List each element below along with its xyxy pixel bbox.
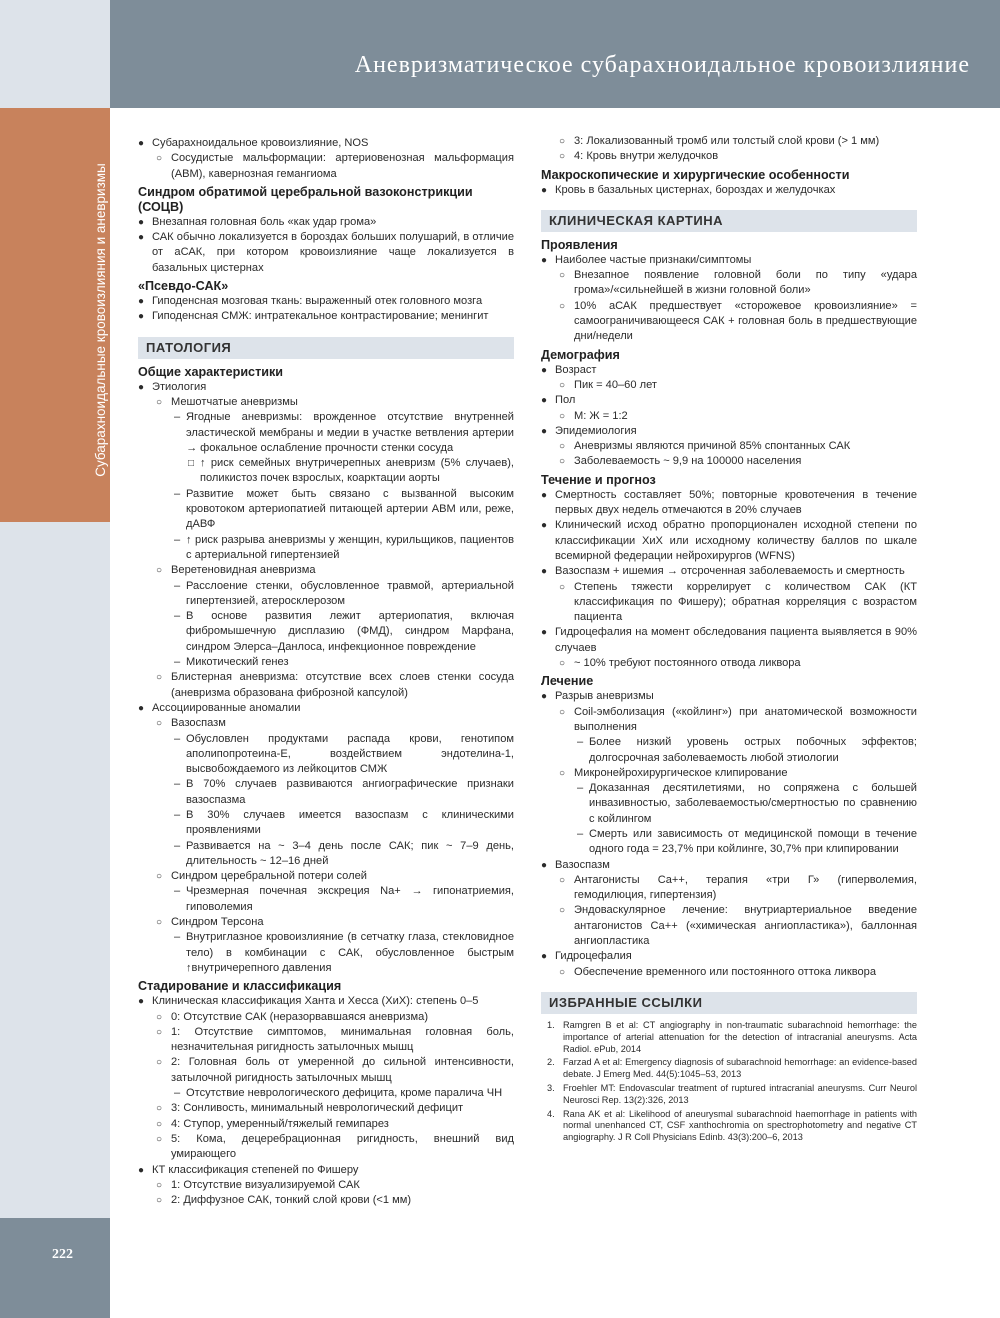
page-number: 222: [52, 1247, 73, 1262]
filled-circle-bullet-icon: ●: [541, 691, 548, 703]
list-item-text: Клиническая классификация Ханта и Хесса (ХиХ): степень 0–5: [152, 995, 479, 1008]
list-item-text: Эпидемиология: [555, 424, 637, 437]
list-item-text: Этиология: [152, 380, 207, 393]
list-item: [541, 564, 917, 579]
reference-item: [541, 1083, 917, 1107]
reference-number: 2.: [547, 1057, 555, 1068]
reference-number: 3.: [547, 1082, 555, 1093]
list-item-text: Внезапная головная боль «как удар грома»: [152, 215, 377, 228]
list-item-text: Антагонисты Ca++, терапия «три Г» (гиперволемия, гемодилюция, гипертензия): [574, 873, 917, 902]
list-item-text: Мешотчатые аневризмы: [171, 395, 298, 408]
list-item: [541, 488, 917, 519]
list-item: [541, 903, 917, 949]
filled-circle-bullet-icon: ●: [138, 138, 145, 149]
list-item-text: Кровь в базальных цистернах, бороздах и желудочках: [555, 183, 836, 196]
hollow-circle-bullet-icon: ○: [156, 1118, 163, 1130]
list-item: [138, 395, 514, 410]
references-list: [541, 1020, 917, 1144]
section-heading: ПАТОЛОГИЯ: [138, 337, 514, 359]
list-item-text: 1: Отсутствие визуализируемой САК: [171, 1178, 360, 1191]
hollow-circle-bullet-icon: ○: [156, 718, 163, 730]
hollow-circle-bullet-icon: ○: [559, 456, 566, 468]
hollow-circle-bullet-icon: ○: [156, 1026, 163, 1038]
list-item-text: Разрыв аневризмы: [555, 690, 654, 703]
reference-item: [541, 1020, 917, 1055]
dash-bullet-icon: –: [174, 1087, 181, 1100]
list-item: [541, 268, 917, 299]
reference-text: Ramgren B et al: CT angiography in non-traumatic subarachnoid hemorrhage: the importance of arterial attenuation for the detection of intracranial aneurysms. Acta Radiol. ePub, 2014: [563, 1019, 917, 1054]
list-item: [138, 1163, 514, 1178]
list-item: [138, 994, 514, 1009]
dash-bullet-icon: –: [174, 885, 181, 898]
list-item-text: Блистерная аневризма: отсутствие всех слоев стенки сосуда (аневризма образована фиброзной капсулой): [171, 671, 514, 699]
list-item-text: Гидроцефалия на момент обследования пациента выявляется в 90% случаев: [555, 626, 917, 654]
section-subheading: Проявления: [541, 237, 618, 252]
reference-text: Farzad A et al: Emergency diagnosis of subarachnoid hemorrhage: an evidence-based debate. J Emerg Med. 44(5):1045–53, 2013: [563, 1057, 917, 1080]
list-item: [138, 1193, 514, 1208]
list-item: [138, 1010, 514, 1025]
list-item-text: Пол: [555, 394, 576, 407]
list-item: [541, 735, 917, 766]
list-item-text: Аневризмы являются причиной 85% спонтанных САК: [574, 440, 851, 453]
list-item-text: Вазоспазм: [171, 717, 226, 730]
list-item: [541, 378, 917, 393]
dash-bullet-icon: –: [174, 411, 181, 424]
list-item: [541, 454, 917, 469]
list-item-text: Более низкий уровень острых побочных эффектов; долгосрочная заболеваемость любой этиологии: [589, 736, 917, 764]
list-item: [138, 655, 514, 670]
reference-text: Froehler MT: Endovascular treatment of ruptured intracranial aneurysms. Curr Neurol Neurosci Rep. 13(2):326, 2013: [563, 1082, 917, 1105]
list-item-text: Ягодные аневризмы: врожденное отсутствие внутренней эластической мембраны и медии в участке ветвления артерии → фокальное ослабление прочности стенки сосуда: [186, 411, 514, 454]
chapter-label: Субарахноидальные кровоизлияния и аневризмы: [93, 163, 108, 477]
right-column: [541, 134, 917, 1146]
list-item-text: Веретеновидная аневризма: [171, 564, 316, 577]
filled-circle-bullet-icon: ●: [541, 520, 548, 532]
hollow-circle-bullet-icon: ○: [156, 1133, 163, 1145]
hollow-circle-bullet-icon: ○: [559, 136, 566, 147]
filled-circle-bullet-icon: ●: [541, 364, 548, 376]
list-item-text: В 30% случаев имеется вазоспазм с клиническими проявлениями: [186, 808, 514, 837]
hollow-circle-bullet-icon: ○: [559, 905, 566, 917]
list-item-text: 1: Отсутствие симптомов, минимальная головная боль, незначительная ригидность затылочных мышц: [171, 1025, 514, 1054]
filled-circle-bullet-icon: ●: [541, 859, 548, 871]
list-item: [138, 1086, 514, 1101]
list-item: [541, 183, 917, 198]
list-item-text: Чрезмерная почечная экскреция Na+ → гипонатриемия, гиповолемия: [186, 885, 514, 913]
dash-bullet-icon: –: [577, 827, 584, 840]
list-item: [138, 1055, 514, 1086]
hollow-circle-bullet-icon: ○: [156, 153, 163, 165]
list-item: [138, 915, 514, 930]
list-item-text: 0: Отсутствие САК (неразорвавшаяся аневризма): [171, 1010, 429, 1023]
list-item-text: Обеспечение временного или постоянного оттока ликвора: [574, 965, 876, 978]
filled-circle-bullet-icon: ●: [541, 566, 548, 578]
hollow-circle-bullet-icon: ○: [559, 270, 566, 282]
list-item-text: Наиболее частые признаки/симптомы: [555, 253, 752, 266]
list-item: [541, 439, 917, 454]
list-item: [541, 705, 917, 736]
filled-circle-bullet-icon: ●: [138, 216, 145, 228]
list-item-text: Пик = 40–60 лет: [574, 378, 657, 391]
reference-text: Rana AK et al: Likelihood of aneurysmal subarachnoid haemorrhage in patients with normal unenhanced CT, CSF xanthochromia on spectrophotometry and negative CT angiography. J R Coll Physicians Edinb. 43(3):200–6, 2013: [563, 1108, 917, 1143]
list-item-text: Гиподенсная СМЖ: интратекальное контрастирование; менингит: [152, 310, 489, 323]
hollow-circle-bullet-icon: ○: [559, 441, 566, 453]
list-item-text: Расслоение стенки, обусловленное травмой, артериальной гипертензией, атеросклерозом: [186, 579, 514, 607]
list-item: [541, 299, 917, 345]
list-item: [541, 134, 917, 149]
list-item-text: 4: Ступор, умеренный/тяжелый гемипарез: [171, 1117, 389, 1130]
list-item: [541, 625, 917, 656]
dash-bullet-icon: –: [174, 579, 181, 592]
list-item-text: М: Ж = 1:2: [574, 409, 628, 422]
list-item-text: 5: Кома, децеребрационная ригидность, внешний вид умирающего: [171, 1132, 514, 1161]
hollow-circle-bullet-icon: ○: [156, 396, 163, 408]
hollow-circle-bullet-icon: ○: [559, 379, 566, 391]
list-item: [138, 609, 514, 655]
section-heading: КЛИНИЧЕСКАЯ КАРТИНА: [541, 210, 917, 232]
list-item-text: Coil-эмболизация («койлинг») при анатомической возможности выполнения: [574, 705, 917, 733]
hollow-circle-bullet-icon: ○: [559, 706, 566, 718]
list-item-text: 2: Головная боль от умеренной до сильной интенсивности, затылочной ригидность затылочных мышц: [171, 1056, 514, 1084]
list-item-text: Вазоспазм + ишемия → отсроченная заболеваемость и смертность: [555, 565, 905, 578]
list-item-text: Смертность составляет 50%; повторные кровотечения в течение первых двух недель отмечаются в 20% случаев: [555, 488, 917, 517]
reference-item: [541, 1109, 917, 1144]
list-item-text: Клинический исход обратно пропорционален исходной степени по классификации ХиХ или исходному количеству баллов по шкале всемирной федерации нейрохирургов (WFNS): [555, 519, 917, 562]
hollow-circle-bullet-icon: ○: [156, 1011, 163, 1023]
list-item: [541, 965, 917, 980]
list-item: [138, 701, 514, 716]
page-number-box: [0, 1218, 110, 1318]
list-item-text: ~ 10% требуют постоянного отвода ликвора: [574, 657, 801, 670]
hollow-circle-bullet-icon: ○: [559, 410, 566, 422]
hollow-circle-bullet-icon: ○: [156, 871, 163, 883]
list-item: [138, 563, 514, 578]
reference-number: 4.: [547, 1108, 555, 1119]
list-item-text: Вазоспазм: [555, 858, 610, 871]
list-item-text: 3: Сонливость, минимальный неврологический дефицит: [171, 1102, 464, 1115]
list-item: [138, 151, 514, 182]
list-item-text: Синдром церебральной потери солей: [171, 870, 367, 883]
list-item-text: Внезапное появление головной боли по типу «удара грома»/«сильнейшей в жизни головной боли»: [574, 269, 917, 297]
list-item: [138, 670, 514, 701]
dash-bullet-icon: –: [174, 487, 181, 500]
hollow-circle-bullet-icon: ○: [559, 300, 566, 312]
list-item-text: Заболеваемость ~ 9,9 на 100000 населения: [574, 455, 802, 468]
filled-circle-bullet-icon: ●: [541, 627, 548, 639]
list-item-text: Степень тяжести коррелирует с количеством САК (КТ классификация по Фишеру); обратная корреляция с возрастом пациента: [574, 580, 917, 624]
list-item-text: Ассоциированные аномалии: [152, 701, 301, 714]
list-item-text: Синдром Терсона: [171, 916, 264, 929]
section-subheading: Течение и прогноз: [541, 472, 656, 487]
hollow-circle-bullet-icon: ○: [559, 874, 566, 886]
dash-bullet-icon: –: [174, 778, 181, 791]
list-item: [138, 808, 514, 839]
list-item: [541, 424, 917, 439]
list-item: [541, 518, 917, 564]
filled-circle-bullet-icon: ●: [541, 395, 548, 407]
list-item: [138, 487, 514, 533]
section-subheading: Синдром обратимой церебральной вазоконстрикции (СОЦВ): [138, 184, 473, 214]
hollow-circle-bullet-icon: ○: [156, 1103, 163, 1115]
list-item: [138, 230, 514, 276]
filled-circle-bullet-icon: ●: [541, 425, 548, 437]
list-item: [541, 827, 917, 858]
hollow-circle-bullet-icon: ○: [156, 917, 163, 929]
left-column: [138, 136, 514, 1208]
list-item-text: В 70% случаев развиваются ангиографические признаки вазоспазма: [186, 778, 514, 806]
list-item: [541, 656, 917, 671]
list-item-text: 3: Локализованный тромб или толстый слой крови (> 1 мм): [574, 135, 880, 147]
reference-item: [541, 1057, 917, 1081]
list-item: [138, 839, 514, 870]
section-subheading: Макроскопические и хирургические особенности: [541, 167, 850, 182]
filled-circle-bullet-icon: ●: [138, 311, 145, 323]
list-item: [138, 294, 514, 309]
hollow-circle-bullet-icon: ○: [559, 966, 566, 978]
list-item-text: ↑ риск разрыва аневризмы у женщин, курильщиков, пациентов с артериальной гипертензией: [186, 533, 514, 561]
list-item-text: Возраст: [555, 363, 597, 376]
dash-bullet-icon: –: [577, 736, 584, 749]
list-item-text: Развитие может быть связано с вызванной высоким кровотоком артериопатией питающей артерии АВМ или, реже, дАВФ: [186, 487, 514, 531]
hollow-circle-bullet-icon: ○: [156, 1179, 163, 1191]
list-item: [541, 580, 917, 626]
reference-number: 1.: [547, 1019, 555, 1030]
filled-circle-bullet-icon: ●: [541, 489, 548, 501]
list-item: [138, 716, 514, 731]
list-item-text: Эндоваскулярное лечение: внутриартериальное введение антагонистов Ca++ («химическая ангиопластика»), баллонная ангиопластика: [574, 904, 917, 948]
list-item: [541, 781, 917, 827]
page-title: Аневризматическое субарахноидальное кровоизлияние: [354, 52, 970, 78]
section-subheading: Демография: [541, 347, 620, 362]
list-item: [541, 363, 917, 378]
section-subheading: Лечение: [541, 674, 594, 689]
filled-circle-bullet-icon: ●: [138, 232, 145, 244]
list-item-text: САК обычно локализуется в бороздах больших полушарий, в отличие от аСАК, при котором кровоизлияние чаще локализуется в базальных цистернах: [152, 231, 514, 274]
list-item: [138, 309, 514, 324]
list-item: [138, 777, 514, 808]
list-item: [541, 149, 917, 164]
filled-circle-bullet-icon: ●: [541, 184, 548, 196]
dash-bullet-icon: –: [174, 732, 181, 745]
dash-bullet-icon: –: [174, 656, 181, 669]
hollow-circle-bullet-icon: ○: [559, 581, 566, 593]
section-subheading: Общие характеристики: [138, 364, 284, 379]
filled-circle-bullet-icon: ●: [138, 381, 145, 393]
square-bullet-icon: □: [188, 458, 195, 470]
list-item-text: Сосудистые мальформации: артериовенозная мальформация (АВМ), кавернозная гемангиома: [171, 152, 514, 180]
list-item-text: Отсутствие неврологического дефицита, кроме паралича ЧН: [186, 1087, 503, 1100]
list-item-text: 2: Диффузное САК, тонкий слой крови (<1 мм): [171, 1194, 412, 1207]
list-item-text: В основе развития лежит артериопатия, включая фибромышечную дисплазию (ФМД), синдром Марфана, синдром Элерса–Данлоса, инфекционное повреждение: [186, 610, 514, 653]
section-subheading: «Псевдо-САК»: [138, 279, 229, 294]
hollow-circle-bullet-icon: ○: [156, 565, 163, 577]
list-item-text: Обусловлен продуктами распада крови, генотипом аполипопротеина-Е, воздействием эндотелина-1, высвобождаемого из лейкоцитов СМЖ: [186, 732, 514, 776]
dash-bullet-icon: –: [174, 808, 181, 821]
list-item-text: Микотический генез: [186, 656, 289, 669]
list-item-text: 10% аСАК предшествует «сторожевое кровоизлияние» = самоограничивающееся САК + головная боль в предшествующие дни/недели: [574, 299, 917, 343]
dash-bullet-icon: –: [577, 782, 584, 795]
list-item: [138, 533, 514, 564]
list-item: [138, 1117, 514, 1132]
list-item: [541, 766, 917, 781]
filled-circle-bullet-icon: ●: [541, 254, 548, 266]
list-item: [138, 136, 514, 151]
hollow-circle-bullet-icon: ○: [559, 151, 566, 163]
dash-bullet-icon: –: [174, 533, 181, 546]
list-item: [138, 732, 514, 778]
filled-circle-bullet-icon: ●: [541, 951, 548, 963]
list-item: [138, 380, 514, 395]
list-item: [138, 1025, 514, 1056]
list-item-text: ↑ риск семейных внутричерепных аневризм (5% случаев), поликистоз почек взрослых, коарктации аорты: [200, 457, 514, 485]
list-item-text: Микронейрохирургическое клипирование: [574, 766, 788, 779]
list-item-text: Внутриглазное кровоизлияние (в сетчатку глаза, стекловидное тело) в комбинации с САК, обусловленное быстрым ↑внутричерепного давления: [186, 931, 514, 974]
list-item: [541, 689, 917, 704]
list-item-text: Развивается на ~ 3–4 день после САК; пик ~ 7–9 день, длительность ~ 12–16 дней: [186, 839, 514, 867]
list-item: [138, 456, 514, 487]
filled-circle-bullet-icon: ●: [138, 296, 145, 308]
list-item-text: КТ классификация степеней по Фишеру: [152, 1163, 359, 1176]
list-item-text: Доказанная десятилетиями, но сопряжена с большей инвазивностью, заболеваемостью/смертностью по сравнению с койлингом: [589, 782, 917, 825]
list-item: [138, 215, 514, 230]
list-item: [541, 393, 917, 408]
list-item: [541, 873, 917, 904]
dash-bullet-icon: –: [174, 931, 181, 944]
list-item: [541, 409, 917, 424]
filled-circle-bullet-icon: ●: [138, 1164, 145, 1176]
list-item-text: Смерть или зависимость от медицинской помощи в течение одного года = 23,7% при койлинге, 30,7% при клипировании: [589, 827, 917, 856]
list-item: [138, 884, 514, 915]
list-item: [138, 1101, 514, 1116]
list-item-text: Гиподенсная мозговая ткань: выраженный отек головного мозга: [152, 295, 483, 308]
dash-bullet-icon: –: [174, 839, 181, 852]
list-item-text: Субарахноидальное кровоизлияние, NOS: [152, 137, 369, 149]
hollow-circle-bullet-icon: ○: [156, 672, 163, 684]
dash-bullet-icon: –: [174, 610, 181, 623]
hollow-circle-bullet-icon: ○: [156, 1195, 163, 1207]
filled-circle-bullet-icon: ●: [138, 996, 145, 1008]
section-heading: ИЗБРАННЫЕ ССЫЛКИ: [541, 992, 917, 1014]
hollow-circle-bullet-icon: ○: [156, 1057, 163, 1069]
list-item: [138, 869, 514, 884]
list-item: [138, 410, 514, 456]
hollow-circle-bullet-icon: ○: [559, 767, 566, 779]
list-item: [138, 1178, 514, 1193]
filled-circle-bullet-icon: ●: [138, 702, 145, 714]
list-item: [541, 949, 917, 964]
list-item: [541, 858, 917, 873]
list-item: [138, 930, 514, 976]
list-item: [138, 579, 514, 610]
list-item: [541, 253, 917, 268]
list-item-text: 4: Кровь внутри желудочков: [574, 150, 719, 163]
section-subheading: Стадирование и классификация: [138, 979, 342, 994]
hollow-circle-bullet-icon: ○: [559, 658, 566, 670]
list-item-text: Гидроцефалия: [555, 950, 632, 963]
list-item: [138, 1132, 514, 1163]
